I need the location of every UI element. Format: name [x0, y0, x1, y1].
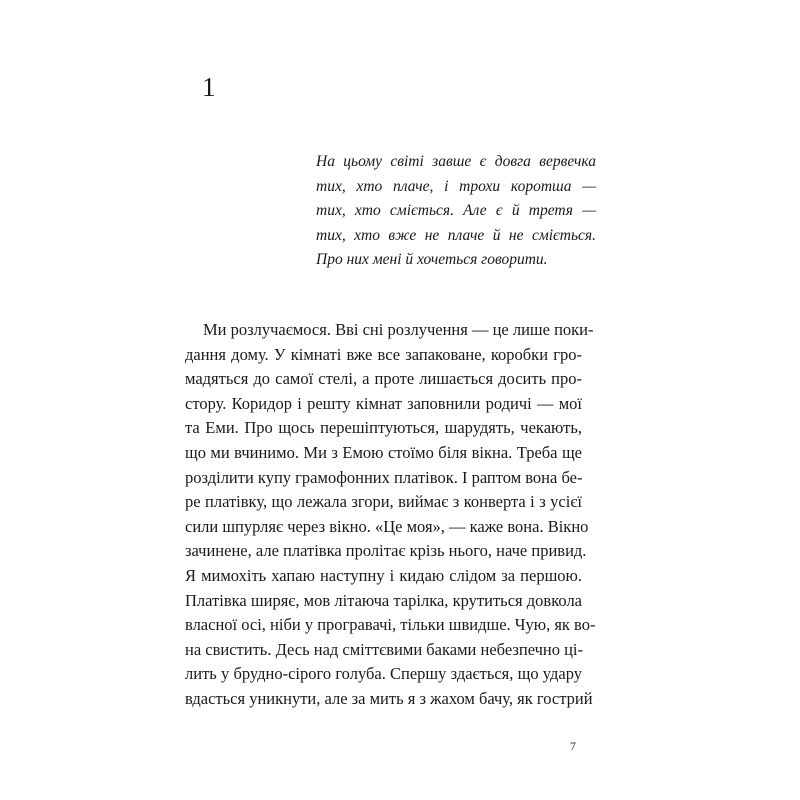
body-line: власної осі, ніби у програвачі, тільки швидше. Чую, як во-	[185, 615, 596, 635]
epigraph-line: Про них мені й хочеться говорити.	[316, 251, 548, 268]
page-number: 7	[570, 739, 576, 753]
epigraph-line: тих, хто плаче, і трохи коротша —	[316, 177, 596, 195]
body-line: ре платівку, що лежала згори, виймає з конверта і з усієї	[185, 492, 582, 512]
body-line: що ми вчинимо. Ми з Емою стоїмо біля вікна. Треба ще	[185, 442, 582, 462]
body-line: та Еми. Про щось перешіптуються, шарудять, чекають,	[185, 418, 582, 438]
body-text	[185, 318, 596, 712]
body-line: Я мимохіть хапаю наступну і кидаю слідом за першою.	[185, 565, 582, 585]
body-line: вдасться уникнути, але за мить я з жахом бачу, як гострий	[185, 688, 593, 708]
body-line: сили шпурляє через вікно. «Це моя», — каже вона. Вікно	[185, 516, 589, 536]
body-line: мадяться до самої стелі, а проте лишається досить про-	[185, 369, 582, 389]
epigraph	[316, 150, 596, 273]
epigraph-line: тих, хто вже не плаче й не сміється.	[316, 226, 596, 244]
body-line: Ми розлучаємося. Вві сні розлучення — це лише поки-	[203, 320, 594, 339]
body-line: на свистить. Десь над сміттєвими баками небезпечно ці-	[185, 639, 584, 659]
epigraph-line: тих, хто сміється. Але є й третя —	[316, 202, 596, 219]
chapter-number: 1	[202, 72, 216, 102]
body-line: лить у брудно-сірого голуба. Спершу здається, що удару	[185, 664, 582, 684]
body-line: Платівка ширяє, мов літаюча тарілка, крутиться довкола	[185, 590, 582, 610]
body-line: зачинене, але платівка пролітає крізь нього, наче привид.	[185, 541, 587, 561]
body-line: розділити купу грамофонних платівок. І раптом вона бе-	[185, 467, 583, 487]
body-line: стору. Коридор і решту кімнат заповнили родичі — мої	[185, 393, 582, 413]
epigraph-line: На цьому світі завше є довга вервечка	[316, 153, 596, 170]
body-line: дання дому. У кімнаті вже все запаковане, коробки гро-	[185, 344, 582, 364]
